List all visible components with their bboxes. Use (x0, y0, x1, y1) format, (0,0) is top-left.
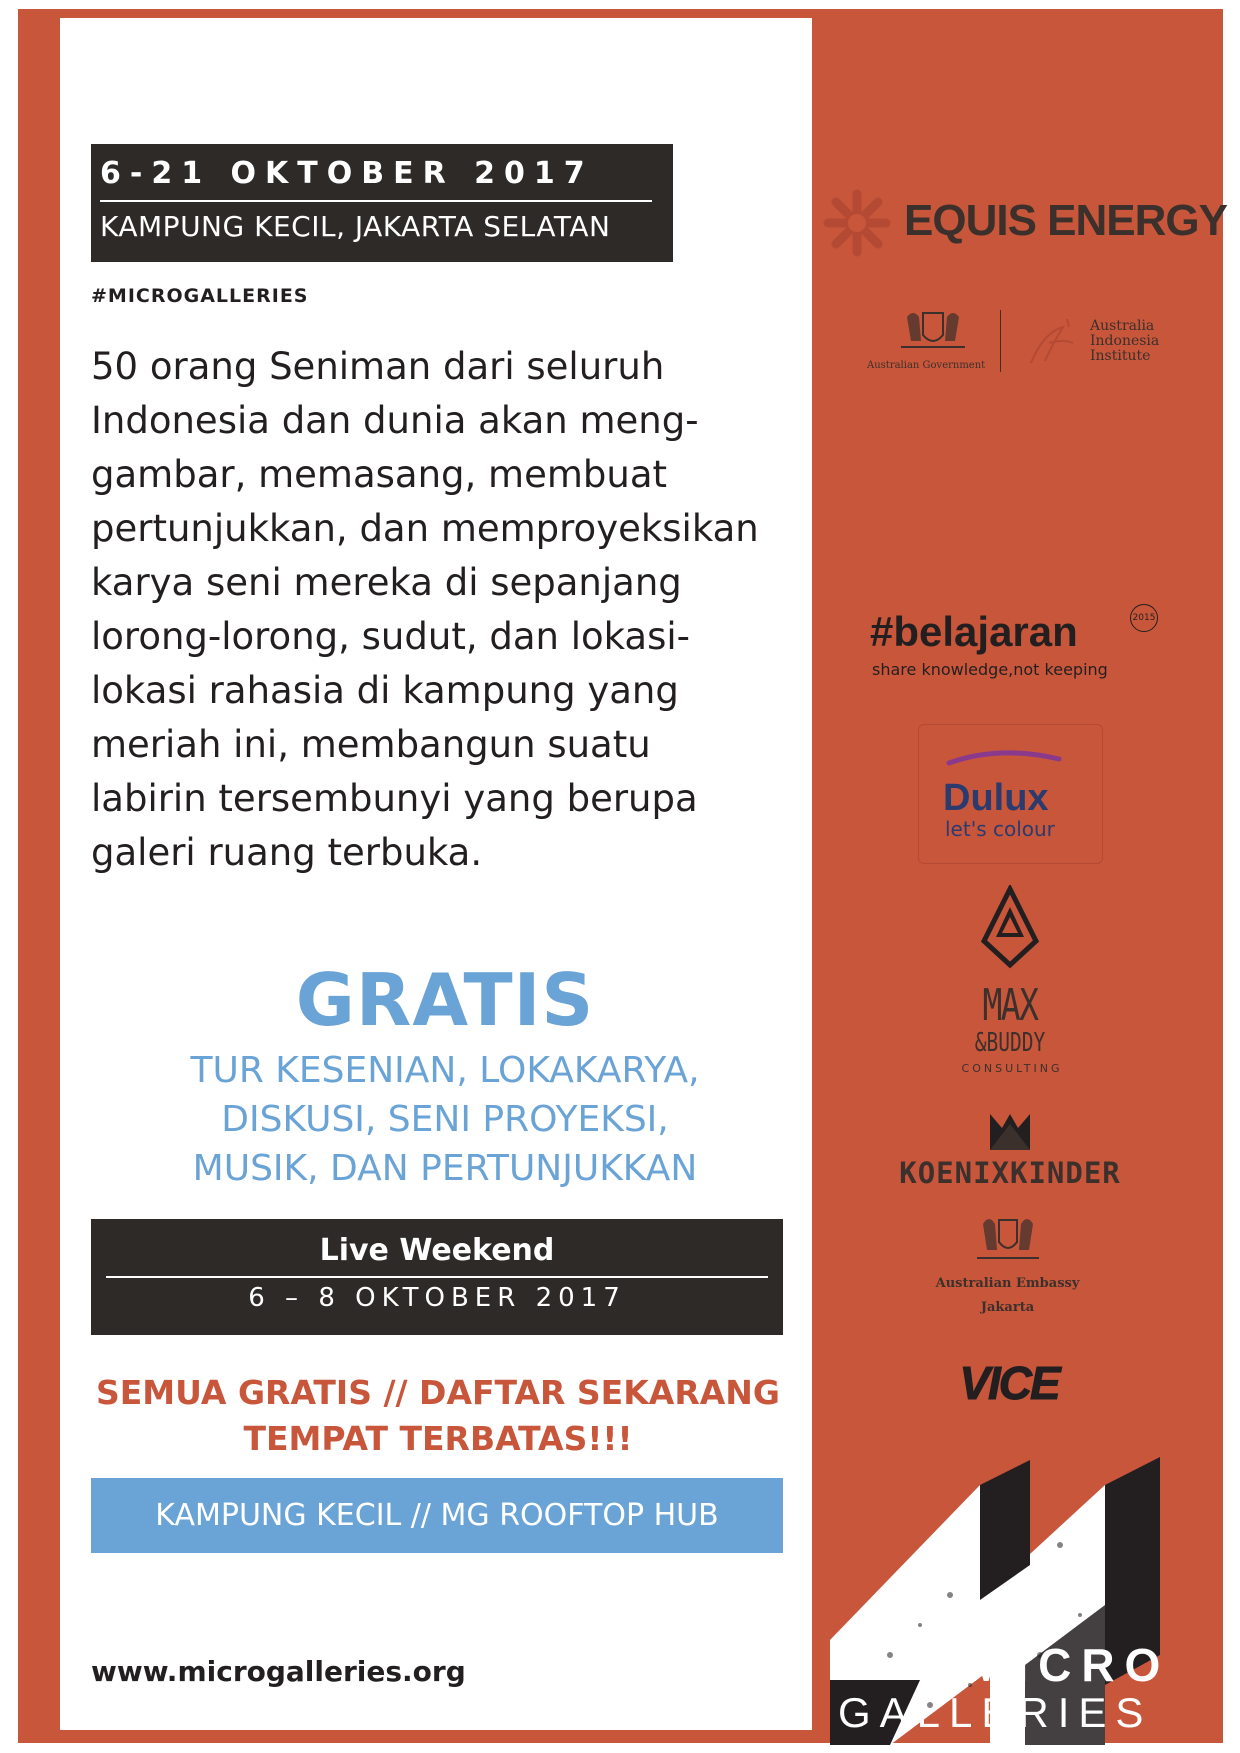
description-line: 50 orang Seniman dari seluruh (91, 345, 665, 388)
description-line: labirin tersembunyi yang berupa (91, 777, 698, 820)
divider (1000, 310, 1001, 372)
description-line: lorong-lorong, sudut, dan lokasi- (91, 615, 690, 658)
coat-of-arms-icon (973, 1210, 1043, 1270)
koenixkinder-crown-icon (988, 1112, 1032, 1152)
dulux-flourish-icon (929, 733, 1099, 783)
venue-banner: KAMPUNG KECIL // MG ROOFTOP HUB (91, 1478, 783, 1553)
max-buddy-triangle-icon (980, 885, 1040, 970)
gratis-activities (90, 1046, 800, 1193)
description-line: Indonesia dan dunia akan meng- (91, 399, 699, 442)
live-weekend-title: Live Weekend (319, 1233, 555, 1268)
description-line: lokasi rahasia di kampung yang (91, 669, 679, 712)
belajaran-logo (870, 608, 1170, 688)
divider (106, 1276, 768, 1278)
equis-energy-logo (822, 188, 1227, 256)
gratis-line: MUSIK, DAN PERTUNJUKKAN (192, 1148, 698, 1189)
brand-micro: MICRO (967, 1639, 1171, 1691)
call-to-action (90, 1370, 786, 1462)
hashtag: #MICROGALLERIES (91, 285, 309, 307)
description-line: gambar, memasang, membuat (91, 453, 667, 496)
equis-mark-icon (822, 188, 892, 258)
belajaran-wordmark: #belajaran (870, 608, 1078, 655)
date-box (91, 144, 673, 262)
description-line: karya seni mereka di sepanjang (91, 561, 682, 604)
aii-line: Australia (1090, 318, 1155, 334)
live-weekend-box (91, 1219, 783, 1335)
vice-wordmark: VICE (959, 1357, 1059, 1409)
aii-line: Indonesia (1090, 333, 1160, 349)
event-dates: 6-21 OKTOBER 2017 (100, 156, 594, 191)
aii-mark-icon (1023, 313, 1083, 373)
aii-line: Institute (1090, 348, 1151, 364)
australian-government-logo (865, 305, 1165, 375)
equis-wordmark: EQUIS ENERGY (904, 196, 1227, 245)
dulux-wordmark: Dulux (943, 777, 1049, 819)
gratis-heading: GRATIS (295, 958, 595, 1042)
australian-government-label: Australian Government (867, 360, 986, 371)
description-line: galeri ruang terbuka. (91, 831, 483, 874)
description (91, 340, 811, 880)
belajaran-tagline: share knowledge,not keeping (872, 660, 1108, 679)
vice-logo (928, 1356, 1090, 1414)
brand-galleries: GALLERIES (838, 1689, 1153, 1736)
aii-name (1090, 319, 1159, 364)
dulux-tagline: let's colour (945, 817, 1055, 841)
embassy-label: Australian Embassy (935, 1276, 1080, 1291)
live-weekend-dates: 6 – 8 OKTOBER 2017 (248, 1283, 626, 1313)
cta-line-1: SEMUA GRATIS // DAFTAR SEKARANG (95, 1373, 780, 1412)
description-line: pertunjukkan, dan memproyeksikan (91, 507, 759, 550)
belajaran-year-badge: 2015 (1130, 604, 1158, 632)
australian-embassy-logo (925, 1210, 1090, 1320)
max-buddy-subword: &BUDDY (974, 1028, 1046, 1058)
event-location: KAMPUNG KECIL, JAKARTA SELATAN (100, 210, 611, 243)
divider (100, 200, 652, 202)
gratis-line: TUR KESENIAN, LOKAKARYA, (190, 1050, 700, 1091)
koenixkinder-wordmark: KOENIXKINDER (899, 1156, 1121, 1190)
max-buddy-wordmark: MAX (982, 980, 1038, 1031)
cta-line-2: TEMPAT TERBATAS!!! (243, 1419, 633, 1458)
dulux-logo (918, 724, 1103, 864)
max-buddy-consulting: CONSULTING (961, 1062, 1063, 1075)
website-link[interactable]: www.microgalleries.org (91, 1655, 466, 1688)
gratis-line: DISKUSI, SENI PROYEKSI, (221, 1099, 669, 1140)
description-line: meriah ini, membangun suatu (91, 723, 651, 766)
coat-of-arms-icon (893, 305, 973, 355)
embassy-city: Jakarta (980, 1300, 1035, 1315)
